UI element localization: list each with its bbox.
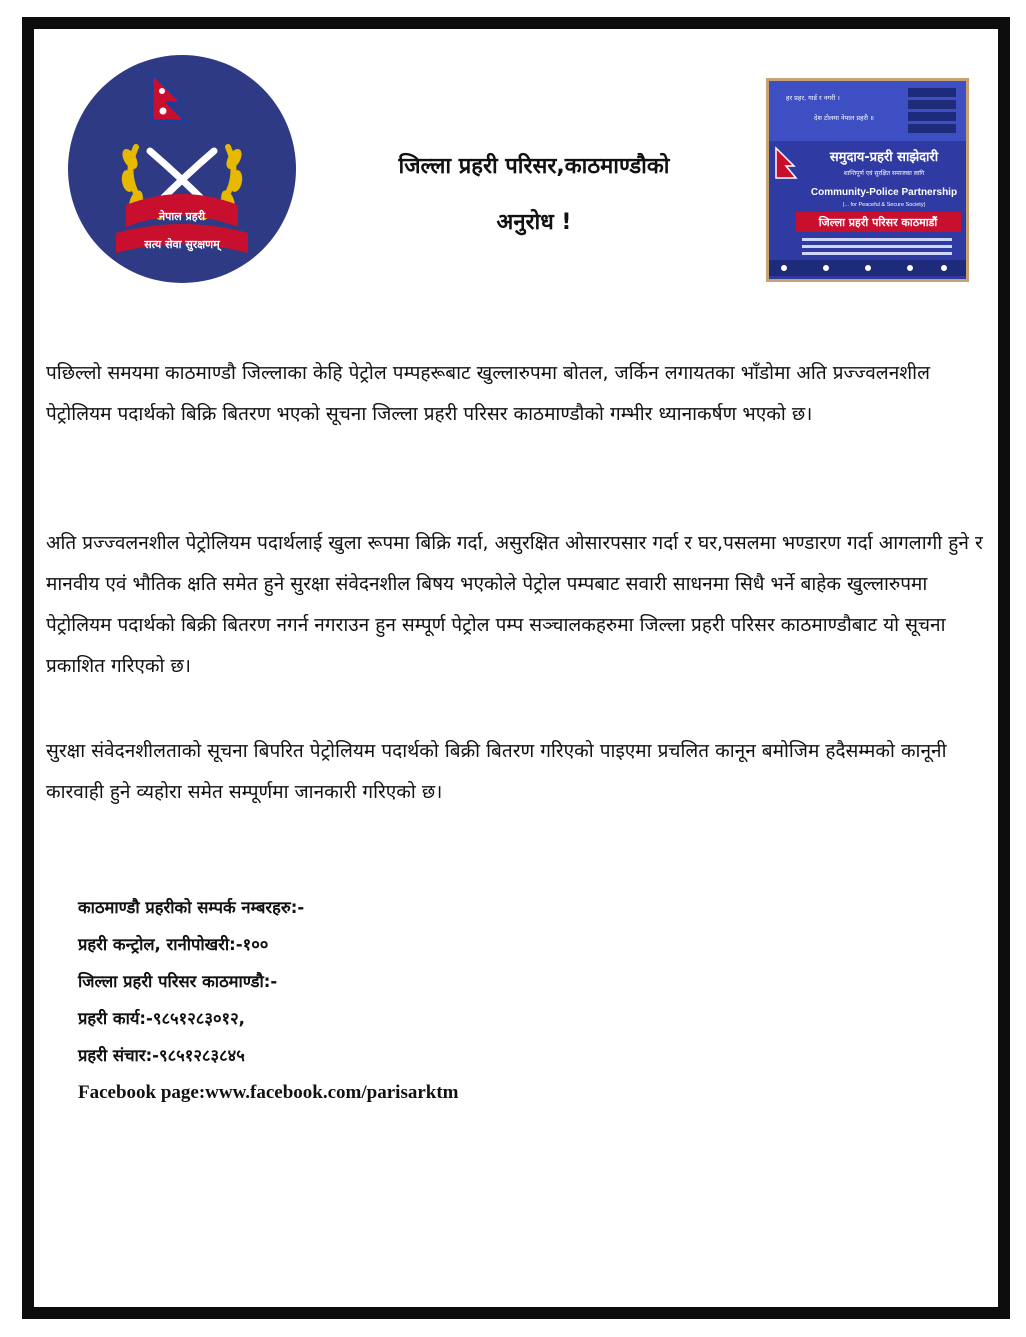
document-page <box>34 29 998 1307</box>
facebook-page-link[interactable]: Facebook page:www.facebook.com/parisarktm <box>78 1082 459 1103</box>
contact-heading: काठमाण्डौ प्रहरीको सम्पर्क नम्बरहरु:- <box>78 898 305 917</box>
poster-slogan-2: देश टोलमा नेपाल प्रहरी ॥ <box>814 114 874 122</box>
contact-district-office: जिल्ला प्रहरी परिसर काठमाण्डौ:- <box>78 972 278 991</box>
poster-heading-en: Community-Police Partnership <box>810 187 958 198</box>
contact-police-communication: प्रहरी संचार:-९८५१२८३८४५ <box>78 1046 245 1065</box>
title-line-2: अनुरोध ! <box>496 210 572 235</box>
contact-section <box>78 889 778 1111</box>
emblem-motto: सत्य सेवा सुरक्षणम् <box>144 238 220 251</box>
community-police-poster <box>766 78 969 282</box>
poster-subheading-en: (... for Peaceful & Secure Society) <box>842 202 926 208</box>
poster-heading-np: समुदाय-प्रहरी साझेदारी <box>829 150 939 165</box>
paragraph-2: अति प्रज्ज्वलनशील पेट्रोलियम पदार्थलाई खुला रूपमा बिक्रि गर्दा, असुरक्षित ओसारपसार गर्दा र घर,पसलमा भण्डारण गर्दा आगलागी हुने र मानवीय एवं भौतिक क्षति समेत हुने सुरक्षा संवेदनशील बिषय भएकोले पेट्रोल पम्पबाट सवारी साधनमा सिधै भर्ने बाहेक खुल्लारुपमा पेट्रोलियम पदार्थको बिक्री बितरण नगर्न नगराउन हुन सम्पूर्ण पेट्रोल पम्प सञ्चालकहरुमा जिल्ला प्रहरी परिसर काठमाण्डौबाट यो सूचना प्रकाशित गरिएको छ। <box>46 532 983 677</box>
paragraph-3: सुरक्षा संवेदनशीलताको सूचना बिपरित पेट्रोलियम पदार्थको बिक्री बितरण गरिएको पाइएमा प्रचलित कानून बमोजिम हदैसम्मको कानूनी कारवाही हुने व्यहोरा समेत सम्पूर्णमा जानकारी गरिएको छ। <box>46 740 947 803</box>
poster-subheading-np: शान्तिपूर्ण एवं सुरक्षित समाजका लागि <box>843 170 925 177</box>
poster-office-name: जिल्ला प्रहरी परिसर काठमाडौं <box>818 216 938 229</box>
contact-police-work: प्रहरी कार्य:-९८५१२८३०१२, <box>78 1009 245 1028</box>
nepal-police-emblem <box>68 55 296 283</box>
page-title <box>284 139 784 251</box>
emblem-banner-text: नेपाल प्रहरी <box>159 210 205 223</box>
contact-police-control: प्रहरी कन्ट्रोल, रानीपोखरी:-१०० <box>78 935 269 954</box>
title-line-1: जिल्ला प्रहरी परिसर,काठमाण्डौको <box>398 154 670 179</box>
poster-slogan-1: हर प्रहर, गार्ड र नगरी । <box>786 94 840 102</box>
paragraph-1: पछिल्लो समयमा काठमाण्डौ जिल्लाका केहि पेट्रोल पम्पहरूबाट खुल्लारुपमा बोतल, जर्किन लगायतका भाँडोमा अति प्रज्ज्वलनशील पेट्रोलियम पदार्थको बिक्रि बितरण भएको सूचना जिल्ला प्रहरी परिसर काठमाण्डौको गम्भीर ध्यानाकर्षण भएको छ। <box>46 362 930 425</box>
document-frame <box>22 17 1010 1319</box>
